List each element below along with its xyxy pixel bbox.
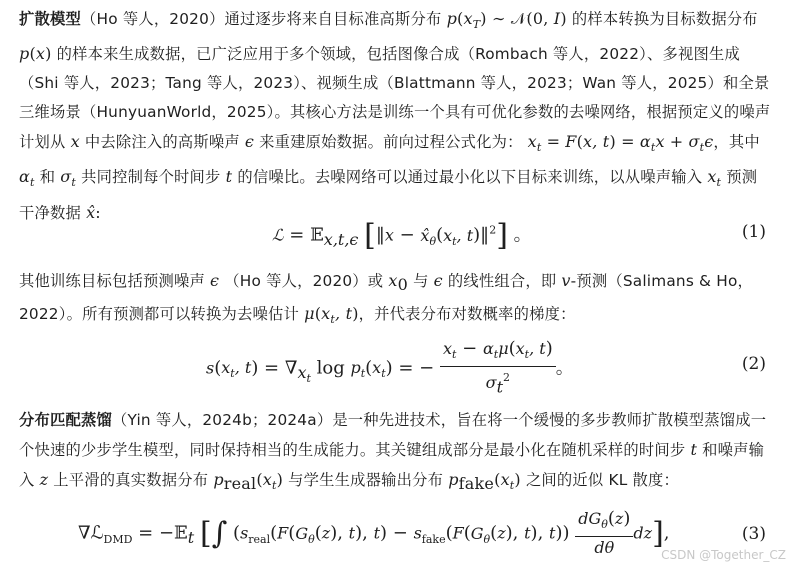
term-diffusion-models: 扩散模型: [19, 10, 81, 28]
equation-3-number: (3): [741, 524, 766, 544]
term-distribution-matching-distillation: 分布匹配蒸馏: [19, 411, 112, 429]
paragraph-training-objectives: 其他训练目标包括预测噪声 ϵ （Ho 等人，2020）或 $x_0$ 与 ϵ 的线性组合，即 v-预测（Salimans & Ho，2022）。所有预测都可以转换为去噪估计 $\mu(x_t$, t)，并代表分布对数概率的梯度：: [19, 271, 754, 327]
equation-2: $s(x_t$, $t) = \nabla_{x_t}$ $\log p_t(x_t)$ = − $\frac{x_t - \alpha_t\mu(x_t, t)}{\sigma_t^2}$ 。 (2): [206, 338, 766, 397]
csdn-watermark: CSDN @Together_CZ: [661, 548, 786, 562]
equation-1-number: (1): [741, 222, 766, 242]
equation-3: ∇ℒ$_{DMD}$ = −𝔼$_t$ [∫ ($s_{real}(F(G_\theta(z)$, t), $t) - s_{fake}(F(G_\theta(z)$, t), t)) $\frac{dG_\theta(z)}{d\theta}$ dz], (3): [78, 508, 766, 558]
paragraph-distribution-matching-distillation: 分布匹配蒸馏（Yin 等人，2024b；2024a）是一种先进技术，旨在将一个缓慢的多步教师扩散模型蒸馏成一个快速的少步学生模型，同时保持相当的生成能力。其关键组成部分是最小化在随机采样的时间步 t 和噪声输入 z 上平滑的真实数据分布 $p_{real}(x_t)$ 与学生生成器输出分布 $p_{fake}(x_t)$ 之间的近似 KL 散度：: [19, 411, 767, 494]
equation-1: ℒ = 𝔼$_{x,t,\epsilon}$ [‖x − $x̂_\theta(x_t$, t)‖$^2$] 。 (1): [272, 218, 766, 253]
equation-2-number: (2): [741, 354, 766, 374]
paragraph-diffusion-models: 扩散模型（Ho 等人，2020）通过逐步将来自目标准高斯分布 $p(x_T)$ ∼ 𝒩(0, I) 的样本转换为目标数据分布 p(x) 的样本来生成数据，已广泛应用于多个领域，包括图像合成（Rombach 等人，2022）、多视图生成（Shi 等人，2023；Tang 等人，2023）、视频生成（Blattmann 等人，2023；Wan 等人，2025）和全景三维场景（HunyuanWorld，2025）。其核心方法是训练一个具有可优化参数的去噪网络，根据预定义的噪声计划从 x 中去除注入的高斯噪声 ϵ 来重建原始数据。前向过程公式化为： $x_t = F(x$, $t) = \alpha_tx + \sigma_t\epsilon$，其中 $\alpha_t$ 和 $\sigma_t$ 共同控制每个时间步 t 的信噪比。去噪网络可以通过最小化以下目标来训练，以从噪声输入 $x_t$ 预测干净数据 x̂:: [19, 9, 771, 222]
